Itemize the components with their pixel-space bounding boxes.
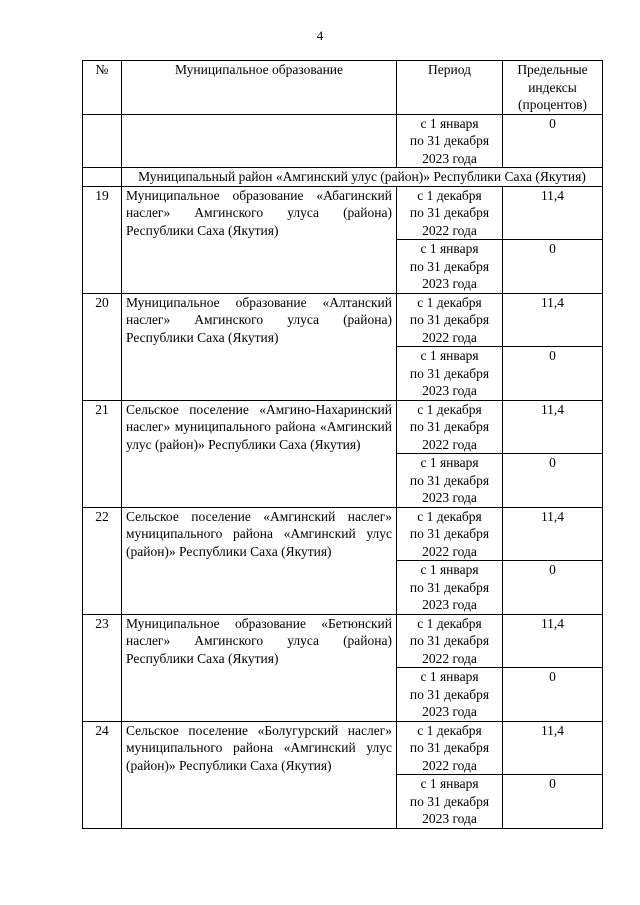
cell-period [397,721,503,775]
period-text: с 1 января по 31 декабря 2023 года [409,669,490,719]
cell-index: 11,4 [503,507,603,561]
cell-period [397,668,503,722]
cell-period [397,775,503,829]
period-text: с 1 января по 31 декабря 2023 года [409,115,490,166]
cell-index: 11,4 [503,400,603,454]
cell-municipality: Муниципальное образование «Алтанский наслег» Амгинского улуса (района) Республики Саха (Якутия) [122,293,397,400]
cell-num: 22 [83,507,122,614]
period-text: с 1 января по 31 декабря 2023 года [409,241,490,291]
period-text: с 1 января по 31 декабря 2023 года [409,562,490,612]
cell-municipality: Муниципальное образование «Абагинский наслег» Амгинского улуса (района) Республики Саха (Якутия) [122,186,397,293]
cell-municipality-empty [122,114,397,168]
cell-period [397,561,503,615]
cell-index: 0 [503,240,603,294]
page-number: 4 [316,28,324,43]
cell-num-empty [83,114,122,168]
cell-municipality: Сельское поселение «Амгинский наслег» муниципального района «Амгинский улус (район)» Республики Саха (Якутия) [122,507,397,614]
cell-period [397,114,503,168]
header-num: № [83,61,122,115]
table-header-row [83,61,603,115]
cell-municipality: Сельское поселение «Болугурский наслег» муниципального района «Амгинский улус (район)» Республики Саха (Якутия) [122,721,397,828]
cell-num: 24 [83,721,122,828]
period-text: с 1 января по 31 декабря 2023 года [409,776,490,826]
period-text: с 1 декабря по 31 декабря 2022 года [409,722,490,773]
section-row [83,168,603,187]
cell-index: 0 [503,775,603,829]
cell-period [397,347,503,401]
period-text: с 1 декабря по 31 декабря 2022 года [409,615,490,666]
cell-index: 11,4 [503,293,603,347]
cell-index: 0 [503,668,603,722]
cell-num: 19 [83,186,122,293]
cell-index: 11,4 [503,614,603,668]
cell-index: 0 [503,454,603,508]
cell-index: 0 [503,347,603,401]
section-title: Муниципальный район «Амгинский улус (район)» Республики Саха (Якутия) [122,168,603,187]
cell-num: 21 [83,400,122,507]
table-row [83,507,603,561]
header-period: Период [397,61,503,115]
cell-period [397,293,503,347]
table-row-continued [83,114,603,168]
cell-index: 0 [503,561,603,615]
period-text: с 1 декабря по 31 декабря 2022 года [409,508,490,559]
cell-period [397,400,503,454]
cell-period [397,454,503,508]
table-row [83,721,603,775]
table-row [83,400,603,454]
table-row [83,186,603,240]
period-text: с 1 декабря по 31 декабря 2022 года [409,401,490,452]
header-municipality: Муниципальное образование [122,61,397,115]
period-text: с 1 января по 31 декабря 2023 года [409,455,490,505]
cell-index: 11,4 [503,721,603,775]
cell-num: 23 [83,614,122,721]
period-text: с 1 декабря по 31 декабря 2022 года [409,294,490,345]
table-row [83,614,603,668]
header-index: Предельные индексы (процентов) [503,61,603,115]
cell-num: 20 [83,293,122,400]
cell-num-empty [83,168,122,187]
cell-period [397,507,503,561]
cell-municipality: Сельское поселение «Амгино-Нахаринский наслег» муниципального района «Амгинский улус (район)» Республики Саха (Якутия) [122,400,397,507]
cell-municipality: Муниципальное образование «Бетюнский наслег» Амгинского улуса (района) Республики Саха (Якутия) [122,614,397,721]
cell-period [397,240,503,294]
cell-period [397,186,503,240]
cell-index: 11,4 [503,186,603,240]
cell-index: 0 [503,114,603,168]
table-row [83,293,603,347]
cell-period [397,614,503,668]
tariff-index-table [82,60,603,829]
period-text: с 1 декабря по 31 декабря 2022 года [409,187,490,238]
period-text: с 1 января по 31 декабря 2023 года [409,348,490,398]
